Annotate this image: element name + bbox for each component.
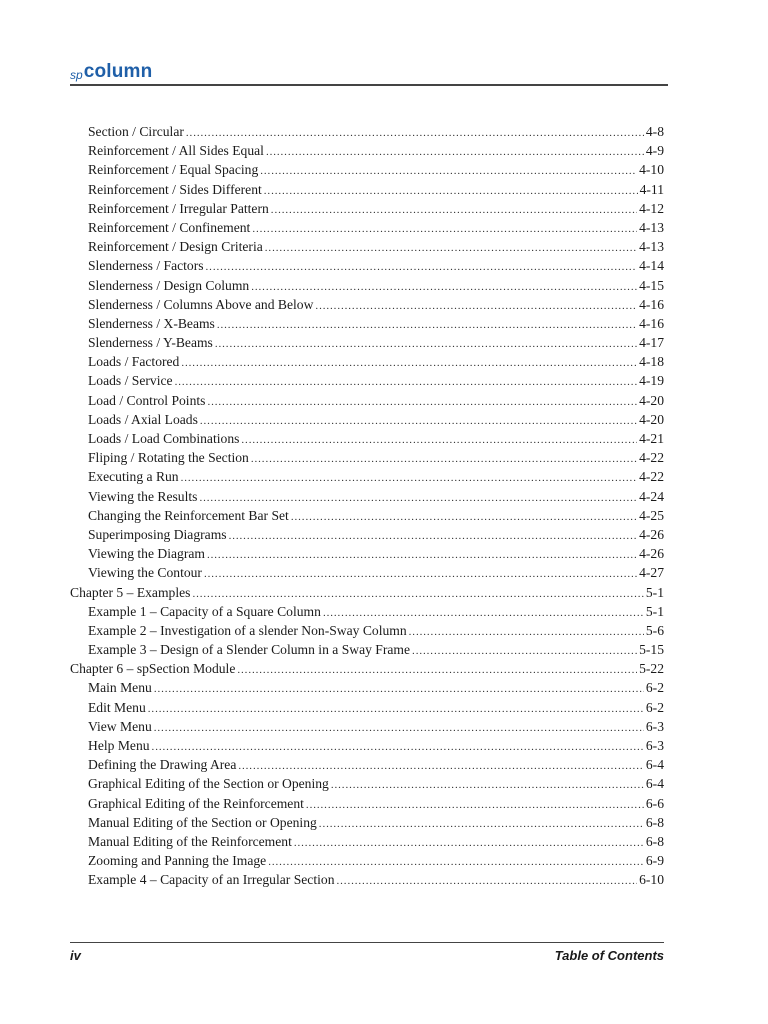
toc-entry-page: 4-13 (639, 219, 664, 235)
section-title: Table of Contents (554, 948, 664, 963)
toc-dot-leader (315, 297, 637, 316)
logo-wordmark: column (83, 61, 153, 82)
toc-entry-page: 4-17 (639, 335, 664, 351)
toc-entry-title: View Menu (88, 718, 152, 734)
toc-entry-title: Slenderness / X-Beams (88, 315, 215, 331)
toc-entry-page: 6-4 (645, 757, 664, 773)
toc-entry[interactable] (70, 410, 664, 429)
toc-entry[interactable] (70, 256, 664, 275)
toc-entry-title: Edit Menu (88, 699, 146, 715)
toc-entry-title: Graphical Editing of the Reinforcement (88, 795, 304, 811)
toc-entry[interactable] (70, 141, 664, 160)
table-of-contents (70, 122, 664, 890)
toc-entry-page: 4-11 (639, 181, 664, 197)
toc-dot-leader (229, 527, 638, 546)
toc-entry-page: 4-22 (639, 450, 664, 466)
toc-entry[interactable] (70, 314, 664, 333)
toc-dot-leader (154, 719, 644, 738)
toc-dot-leader (331, 776, 644, 795)
toc-entry-title: Superimposing Diagrams (88, 526, 227, 542)
toc-dot-leader (181, 469, 637, 488)
toc-entry-title: Defining the Drawing Area (88, 757, 237, 773)
toc-entry-page: 4-14 (639, 258, 664, 274)
toc-entry-title: Manual Editing of the Section or Opening (88, 814, 317, 830)
toc-entry-page: 4-9 (645, 143, 664, 159)
toc-entry-page: 4-8 (645, 124, 664, 139)
toc-entry-page: 6-8 (645, 833, 664, 849)
toc-entry[interactable] (70, 276, 664, 295)
toc-entry[interactable] (70, 640, 664, 659)
toc-entry-page: 5-1 (645, 584, 664, 600)
toc-entry-page: 4-16 (639, 315, 664, 331)
toc-entry[interactable] (70, 237, 664, 256)
toc-entry[interactable] (70, 832, 664, 851)
toc-entry-page: 4-12 (639, 200, 664, 216)
toc-entry-page: 6-6 (645, 795, 664, 811)
toc-entry-page: 4-22 (639, 469, 664, 485)
toc-dot-leader (181, 354, 637, 373)
toc-entry[interactable] (70, 218, 664, 237)
toc-dot-leader (207, 546, 637, 565)
toc-entry-title: Manual Editing of the Reinforcement (88, 833, 292, 849)
toc-entry-page: 6-3 (645, 718, 664, 734)
toc-dot-leader (154, 680, 644, 699)
toc-entry-title: Fliping / Rotating the Section (88, 450, 249, 466)
spcolumn-logo (70, 62, 152, 82)
toc-dot-leader (252, 220, 637, 239)
toc-dot-leader (175, 373, 638, 392)
toc-entry-title: Slenderness / Design Column (88, 277, 250, 293)
toc-entry[interactable] (70, 180, 664, 199)
toc-dot-leader (200, 412, 637, 431)
toc-entry[interactable] (70, 429, 664, 448)
toc-entry[interactable] (70, 160, 664, 179)
toc-entry-title: Viewing the Results (88, 488, 198, 504)
toc-entry-title: Section / Circular (88, 124, 184, 139)
toc-entry-title: Zooming and Panning the Image (88, 853, 267, 869)
toc-entry-title: Example 3 – Design of a Slender Column in a Sway Frame (88, 642, 411, 658)
toc-entry-page: 4-15 (639, 277, 664, 293)
toc-entry[interactable] (70, 448, 664, 467)
toc-entry-page: 4-13 (639, 239, 664, 255)
toc-dot-leader (291, 508, 637, 527)
logo-prefix: sp (70, 68, 83, 82)
toc-entry[interactable] (70, 851, 664, 870)
toc-entry-title: Slenderness / Y-Beams (88, 335, 213, 351)
toc-entry-page: 4-10 (639, 162, 664, 178)
toc-dot-leader (264, 182, 638, 201)
toc-entry-title: Loads / Axial Loads (88, 411, 198, 427)
toc-dot-leader (266, 143, 644, 162)
toc-entry-page: 4-26 (639, 546, 664, 562)
toc-dot-leader (207, 393, 637, 412)
toc-entry[interactable] (70, 467, 664, 486)
header-divider (70, 84, 668, 86)
toc-entry-title: Reinforcement / All Sides Equal (88, 143, 264, 159)
toc-entry[interactable] (70, 333, 664, 352)
toc-entry-page: 6-2 (645, 699, 664, 715)
toc-entry-title: Reinforcement / Equal Spacing (88, 162, 259, 178)
toc-entry[interactable] (70, 371, 664, 390)
toc-entry-page: 4-27 (639, 565, 664, 581)
toc-entry[interactable] (70, 774, 664, 793)
toc-dot-leader (319, 815, 644, 834)
toc-entry-title: Loads / Service (88, 373, 173, 389)
toc-entry-title: Example 4 – Capacity of an Irregular Section (88, 872, 335, 888)
toc-entry-page: 4-21 (639, 431, 664, 446)
toc-dot-leader (217, 316, 637, 335)
toc-entry-page: 4-16 (639, 296, 664, 312)
toc-entry[interactable] (70, 352, 664, 371)
toc-entry[interactable] (70, 563, 664, 582)
toc-entry[interactable] (70, 813, 664, 832)
page-footer (70, 942, 664, 970)
toc-entry-title: Reinforcement / Confinement (88, 219, 251, 235)
toc-entry-page: 6-3 (645, 738, 664, 753)
toc-entry-page: 6-2 (645, 680, 664, 696)
toc-entry-page: 6-8 (645, 814, 664, 830)
toc-dot-leader (294, 834, 644, 853)
toc-entry[interactable] (70, 506, 664, 525)
toc-dot-leader (251, 450, 637, 469)
toc-entry[interactable] (70, 698, 664, 717)
toc-dot-leader (306, 796, 644, 815)
toc-entry-title: Example 2 – Investigation of a slender Non-Sway Column (88, 622, 407, 638)
toc-entry-title: Loads / Load Combinations (88, 431, 240, 446)
toc-dot-leader (265, 239, 637, 258)
toc-entry-title: Example 1 – Capacity of a Square Column (88, 603, 321, 619)
toc-dot-leader (337, 872, 638, 891)
toc-entry-page: 4-19 (639, 373, 664, 389)
toc-dot-leader (260, 162, 637, 181)
toc-entry[interactable] (70, 736, 664, 755)
toc-entry-page: 5-1 (645, 603, 664, 619)
toc-entry[interactable] (70, 487, 664, 506)
toc-entry[interactable] (70, 602, 664, 621)
toc-entry[interactable] (70, 199, 664, 218)
toc-dot-leader (271, 201, 637, 220)
toc-entry-page: 4-20 (639, 411, 664, 427)
toc-entry[interactable] (70, 870, 664, 889)
toc-dot-leader (412, 642, 637, 661)
toc-entry-title: Reinforcement / Irregular Pattern (88, 200, 269, 216)
toc-entry-page: 6-9 (645, 853, 664, 869)
toc-entry[interactable] (70, 755, 664, 774)
toc-entry[interactable] (70, 678, 664, 697)
toc-entry-title: Slenderness / Factors (88, 258, 204, 274)
toc-entry-title: Reinforcement / Design Criteria (88, 239, 263, 255)
toc-entry[interactable] (70, 295, 664, 314)
toc-entry-page: 4-18 (639, 354, 664, 370)
toc-entry[interactable] (70, 621, 664, 640)
toc-entry-page: 5-22 (639, 661, 664, 677)
toc-entry-title: Loads / Factored (88, 354, 180, 370)
toc-entry-title: Reinforcement / Sides Different (88, 181, 262, 197)
toc-dot-leader (241, 431, 637, 450)
toc-chapter-entry[interactable] (70, 583, 664, 602)
toc-entry-page: 6-10 (639, 872, 664, 888)
footer-divider (70, 942, 664, 943)
page-number: iv (70, 948, 81, 963)
toc-entry-title: Graphical Editing of the Section or Opening (88, 776, 329, 792)
toc-chapter-entry[interactable] (70, 659, 664, 678)
toc-entry[interactable] (70, 544, 664, 563)
toc-entry-page: 4-20 (639, 392, 664, 408)
toc-entry-title: Viewing the Contour (88, 565, 202, 581)
toc-entry[interactable] (70, 391, 664, 410)
toc-entry-title: Chapter 6 – spSection Module (70, 661, 236, 677)
toc-entry[interactable] (70, 122, 664, 141)
toc-entry-title: Viewing the Diagram (88, 546, 205, 562)
toc-entry-title: Main Menu (88, 680, 152, 696)
toc-entry-page: 5-15 (639, 642, 664, 658)
toc-dot-leader (237, 661, 637, 680)
toc-entry-title: Chapter 5 – Examples (70, 584, 191, 600)
toc-entry-page: 4-26 (639, 526, 664, 542)
toc-dot-leader (204, 565, 637, 584)
toc-entry-title: Load / Control Points (88, 392, 206, 408)
toc-dot-leader (206, 258, 638, 277)
toc-entry-page: 6-4 (645, 776, 664, 792)
toc-entry[interactable] (70, 794, 664, 813)
toc-entry-title: Slenderness / Columns Above and Below (88, 296, 314, 312)
page-header (70, 58, 668, 86)
toc-entry-title: Executing a Run (88, 469, 179, 485)
toc-entry[interactable] (70, 525, 664, 544)
toc-entry[interactable] (70, 717, 664, 736)
toc-entry-title: Changing the Reinforcement Bar Set (88, 507, 289, 523)
toc-entry-page: 4-25 (639, 507, 664, 523)
toc-entry-page: 4-24 (639, 488, 664, 504)
toc-entry-title: Help Menu (88, 738, 150, 753)
toc-entry-page: 5-6 (645, 622, 664, 638)
toc-dot-leader (215, 335, 637, 354)
toc-dot-leader (409, 623, 644, 642)
toc-dot-leader (148, 700, 644, 719)
